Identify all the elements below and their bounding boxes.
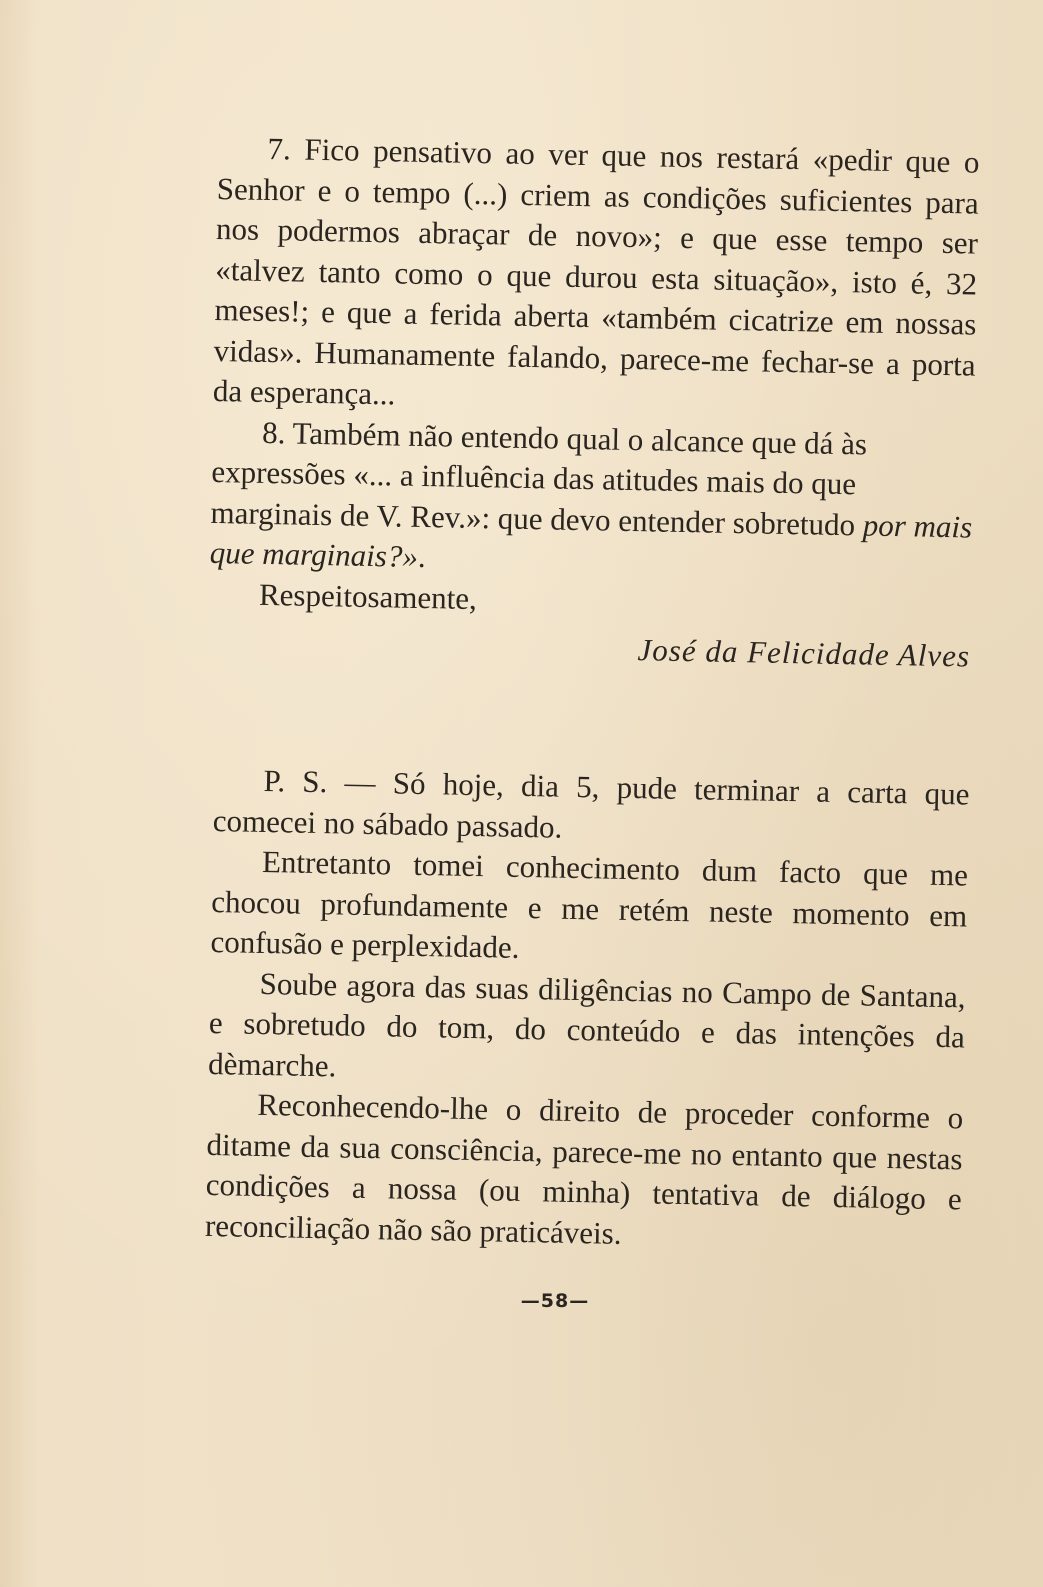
paragraph-7: 7. Fico pensativo ao ver que nos restará «pedir que o Senhor e o tempo (...) criem as condições suficientes para nos podermos abraçar de novo»; e que esse tempo ser «talvez tanto como o que durou esta situação», isto é, 32 meses!; e que a ferida aberta «também cicatrize em nossas vidas». Humanamente falando, parece-me fechar-se a porta da esperança... [212, 130, 980, 412]
paragraph-8-text: 8. Também não entendo qual o alcance que dá às expressões «... a influência das atitudes mais do que marginais de V. Rev.»: que devo entender sobretudo [210, 414, 868, 542]
letter-body [208, 128, 980, 677]
postscript [205, 760, 970, 1260]
page-number: —58— [520, 1290, 590, 1312]
postscript-paragraph: Soube agora das suas diligências no Campo de Santana, e sobretudo do tom, do conteúdo e das intenções da dèmarche. [207, 965, 966, 1083]
paragraph-8-final-punctuation: . [417, 538, 427, 575]
postscript-paragraph: Entretanto tomei conhecimento dum facto que me chocou profundamente e me retém neste momento em confusão e perplexidade. [210, 843, 969, 965]
paragraph-8 [209, 411, 974, 588]
paragraph-8-italic-ending: por mais que marginais?» [209, 506, 973, 574]
signature: José da Felicidade Alves [637, 632, 971, 674]
postscript-paragraph: Reconhecendo-lhe o direito de proceder conforme o ditame da sua consciência, parece-me no entanto que nestas condições a nossa (ou minha) tentativa de diálogo e reconciliação não são praticáveis. [204, 1086, 964, 1251]
closing-salutation: Respeitosamente, [258, 576, 478, 616]
postscript-paragraph: P. S. — Só hoje, dia 5, pude terminar a carta que comecei no sábado passado. [212, 762, 970, 845]
